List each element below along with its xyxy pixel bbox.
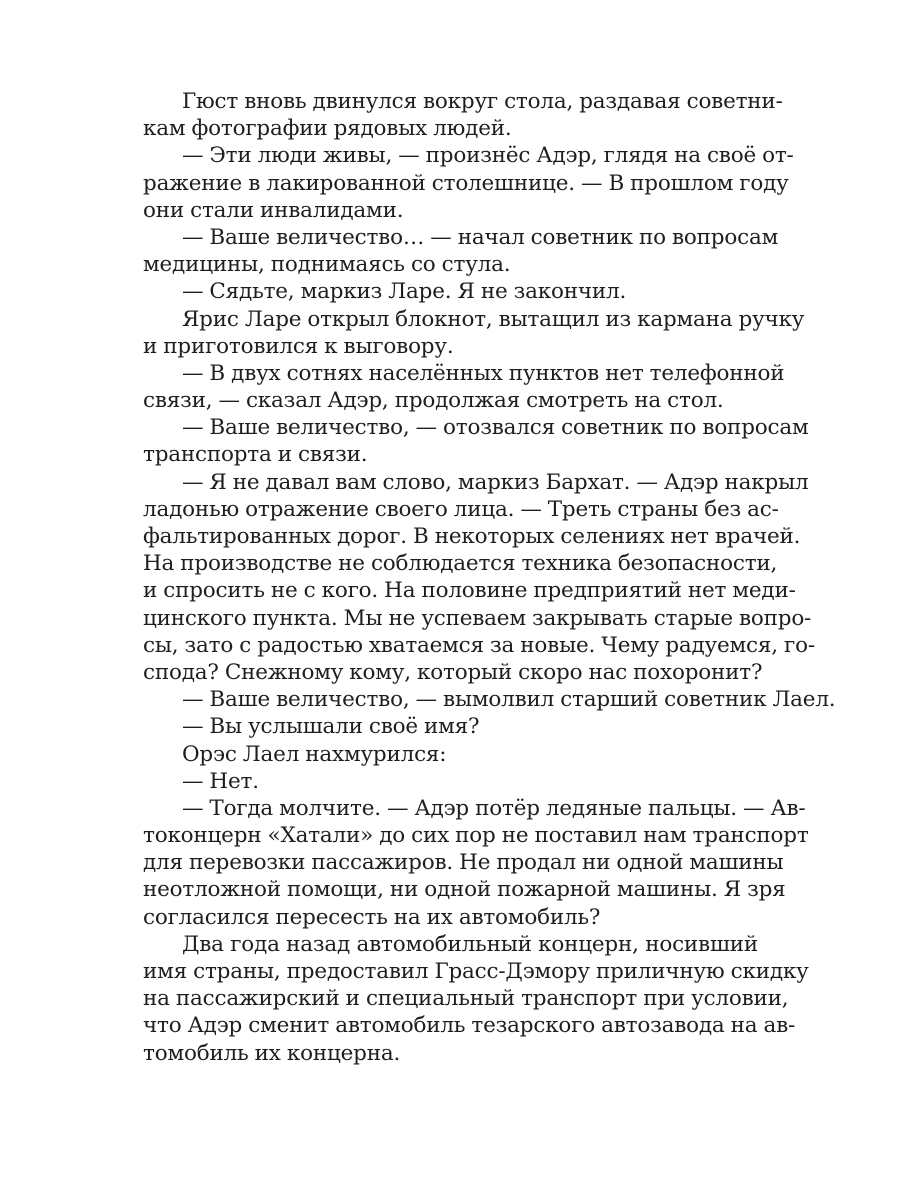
- text-line: связи, — сказал Адэр, продолжая смотреть на стол.: [143, 388, 724, 414]
- text-line: транспорта и связи.: [143, 442, 368, 468]
- text-line: для перевозки пассажиров. Не продал ни одной машины: [143, 850, 784, 876]
- text-line: томобиль их концерна.: [143, 1040, 401, 1066]
- text-line: — Ваше величество, — вымолвил старший советник Лаел.: [182, 687, 836, 713]
- text-line: На производстве не соблюдается техника безопасности,: [143, 551, 778, 577]
- text-line: и приготовился к выговору.: [143, 333, 454, 359]
- text-line: — Эти люди живы, — произнёс Адэр, глядя на своё от-: [182, 143, 794, 169]
- text-line: и спросить не с кого. На половине предприятий нет меди-: [143, 578, 796, 604]
- text-line: — Вы услышали своё имя?: [182, 714, 480, 740]
- text-line: Орэс Лаел нахмурился:: [182, 741, 447, 767]
- text-line: фальтированных дорог. В некоторых селениях нет врачей.: [143, 524, 801, 549]
- text-line: — Сядьте, маркиз Ларе. Я не закончил.: [182, 279, 627, 305]
- text-line: сы, зато с радостью хватаемся за новые. Чему радуемся, го-: [143, 632, 815, 658]
- text-line: Гюст вновь двинулся вокруг стола, раздавая советни-: [182, 89, 783, 114]
- text-line: — В двух сотнях населённых пунктов нет телефонной: [182, 360, 785, 386]
- text-line: они стали инвалидами.: [143, 197, 404, 223]
- text-line: — Нет.: [182, 768, 259, 794]
- text-line: — Тогда молчите. — Адэр потёр ледяные пальцы. — Ав-: [182, 795, 806, 821]
- text-line: цинского пункта. Мы не успеваем закрывать старые вопро-: [143, 605, 812, 631]
- text-line: ладонью отражение своего лица. — Треть страны без ас-: [143, 496, 779, 522]
- text-line: Ярис Ларе открыл блокнот, вытащил из кармана ручку: [182, 306, 805, 332]
- text-line: — Ваше величество… — начал советник по вопросам: [182, 224, 779, 250]
- text-line: неотложной помощи, ни одной пожарной машины. Я зря: [143, 877, 786, 903]
- text-line: Два года назад автомобильный концерн, носивший: [182, 931, 758, 957]
- text-line: спода? Снежному кому, который скоро нас похоронит?: [143, 659, 763, 685]
- text-line: кам фотографии рядовых людей.: [143, 116, 512, 142]
- text-line: ражение в лакированной столешнице. — В прошлом году: [143, 170, 789, 196]
- text-line: что Адэр сменит автомобиль тезарского автозавода на ав-: [143, 1013, 796, 1039]
- text-line: медицины, поднимаясь со стула.: [143, 252, 511, 278]
- text-line: — Ваше величество, — отозвался советник по вопросам: [182, 415, 809, 441]
- body-text: [143, 88, 836, 1067]
- text-line: согласился пересесть на их автомобиль?: [143, 904, 601, 930]
- text-line: на пассажирский и специальный транспорт при условии,: [143, 986, 789, 1012]
- text-line: токонцерн «Хатали» до сих пор не поставил нам транспорт: [143, 823, 809, 849]
- text-line: — Я не давал вам слово, маркиз Бархат. — Адэр накрыл: [182, 469, 809, 495]
- text-line: имя страны, предоставил Грасс-Дэмору приличную скидку: [143, 959, 809, 984]
